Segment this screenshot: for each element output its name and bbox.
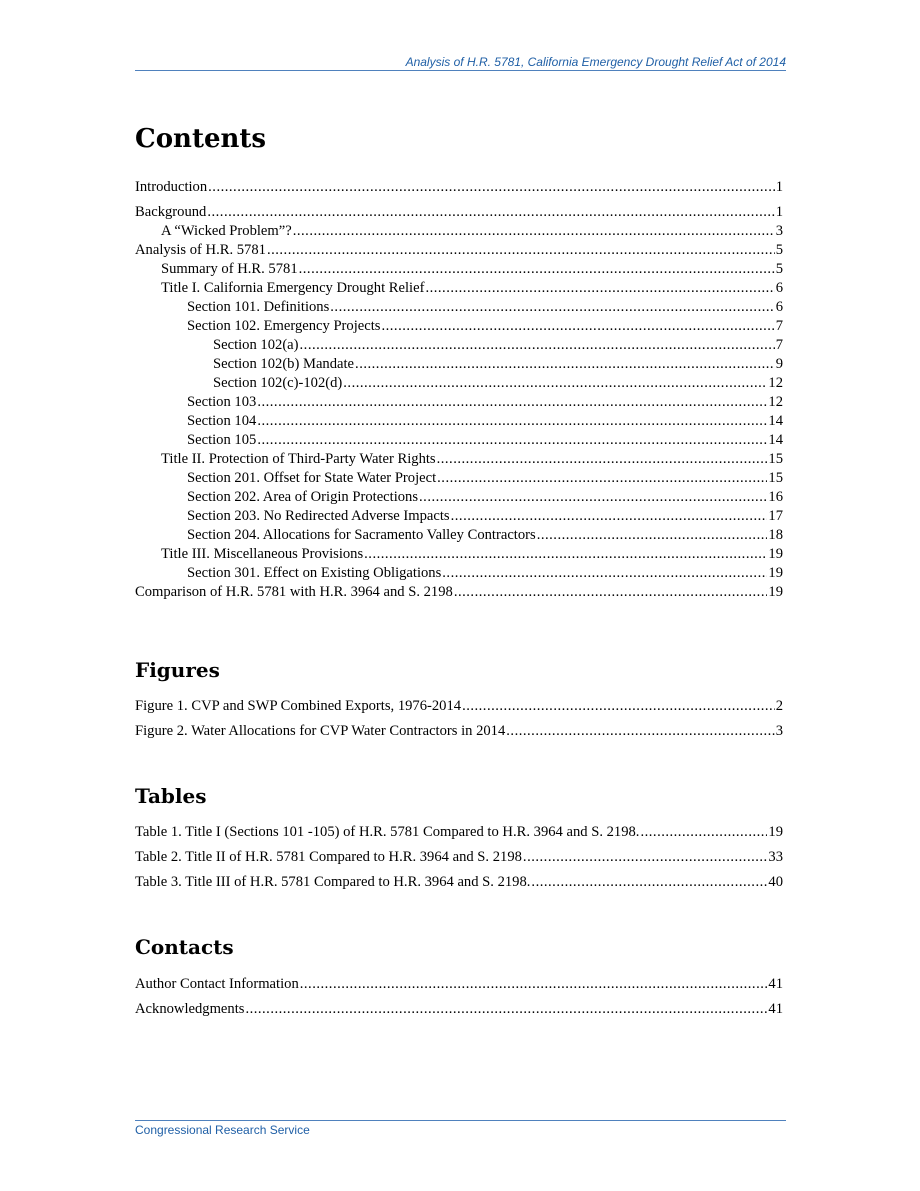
dot-leader bbox=[454, 583, 768, 602]
toc-entry[interactable] bbox=[135, 412, 783, 431]
toc-page-number: 19 bbox=[768, 584, 783, 600]
toc-entry[interactable] bbox=[135, 336, 783, 355]
dot-leader bbox=[257, 412, 767, 431]
toc-entry[interactable] bbox=[135, 203, 783, 222]
contacts-heading: Contacts bbox=[135, 935, 234, 959]
toc-page-number: 1 bbox=[775, 179, 783, 195]
dot-leader bbox=[381, 317, 774, 336]
toc-entry[interactable] bbox=[135, 823, 783, 842]
toc-page-number: 41 bbox=[768, 976, 783, 992]
toc-page-number: 19 bbox=[768, 546, 783, 562]
toc-page-number: 15 bbox=[768, 451, 783, 467]
dot-leader bbox=[343, 374, 767, 393]
contacts-list bbox=[135, 975, 783, 1019]
toc-page-number: 6 bbox=[775, 299, 783, 315]
toc-entry[interactable] bbox=[135, 450, 783, 469]
dot-leader bbox=[245, 1000, 767, 1019]
dot-leader bbox=[330, 298, 774, 317]
toc-entry-label: Section 201. Offset for State Water Project bbox=[187, 470, 437, 486]
toc-entry[interactable] bbox=[135, 317, 783, 336]
running-header: Analysis of H.R. 5781, California Emergency Drought Relief Act of 2014 bbox=[405, 55, 786, 69]
contents-heading: Contents bbox=[135, 124, 267, 154]
dot-leader bbox=[437, 469, 767, 488]
toc-entry-label: Title III. Miscellaneous Provisions bbox=[161, 546, 364, 562]
toc-entry[interactable] bbox=[135, 178, 783, 197]
toc-entry[interactable] bbox=[135, 697, 783, 716]
toc-entry[interactable] bbox=[135, 488, 783, 507]
toc-entry-label: Section 102(a) bbox=[213, 337, 299, 353]
toc-entry-label: Table 3. Title III of H.R. 5781 Compared to H.R. 3964 and S. 2198. bbox=[135, 874, 531, 890]
toc-entry-label: Section 104 bbox=[187, 413, 257, 429]
toc-entry[interactable] bbox=[135, 545, 783, 564]
dot-leader bbox=[425, 279, 774, 298]
toc-entry[interactable] bbox=[135, 564, 783, 583]
toc-entry-label: Author Contact Information bbox=[135, 976, 299, 992]
toc-entry[interactable] bbox=[135, 975, 783, 994]
toc-page-number: 33 bbox=[768, 849, 783, 865]
dot-leader bbox=[419, 488, 767, 507]
toc-page-number: 15 bbox=[768, 470, 783, 486]
toc-entry[interactable] bbox=[135, 873, 783, 892]
toc-page-number: 17 bbox=[768, 508, 783, 524]
toc-page-number: 7 bbox=[775, 318, 783, 334]
toc-entry-label: Table 2. Title II of H.R. 5781 Compared to H.R. 3964 and S. 2198 bbox=[135, 849, 522, 865]
dot-leader bbox=[364, 545, 767, 564]
toc-entry-label: Summary of H.R. 5781 bbox=[161, 261, 298, 277]
toc-entry[interactable] bbox=[135, 355, 783, 374]
toc-entry-label: Comparison of H.R. 5781 with H.R. 3964 and S. 2198 bbox=[135, 584, 453, 600]
toc-entry-label: A “Wicked Problem”? bbox=[161, 223, 292, 239]
toc-entry[interactable] bbox=[135, 583, 783, 602]
dot-leader bbox=[531, 873, 767, 892]
toc-entry-label: Title II. Protection of Third-Party Water Rights bbox=[161, 451, 436, 467]
dot-leader bbox=[300, 975, 768, 994]
toc-entry[interactable] bbox=[135, 431, 783, 450]
dot-leader bbox=[442, 564, 767, 583]
toc-entry[interactable] bbox=[135, 298, 783, 317]
dot-leader bbox=[451, 507, 768, 526]
toc-entry[interactable] bbox=[135, 374, 783, 393]
toc-page-number: 40 bbox=[768, 874, 783, 890]
dot-leader bbox=[506, 722, 774, 741]
toc-entry[interactable] bbox=[135, 222, 783, 241]
dot-leader bbox=[299, 260, 775, 279]
dot-leader bbox=[207, 203, 774, 222]
dot-leader bbox=[462, 697, 775, 716]
toc-page-number: 9 bbox=[775, 356, 783, 372]
toc-page-number: 7 bbox=[775, 337, 783, 353]
dot-leader bbox=[257, 431, 767, 450]
toc-page-number: 18 bbox=[768, 527, 783, 543]
toc-entry-label: Analysis of H.R. 5781 bbox=[135, 242, 266, 258]
footer-rule bbox=[135, 1120, 786, 1121]
toc-page-number: 16 bbox=[768, 489, 783, 505]
toc-page-number: 12 bbox=[768, 394, 783, 410]
toc-entry[interactable] bbox=[135, 469, 783, 488]
footer-organization: Congressional Research Service bbox=[135, 1123, 310, 1137]
dot-leader bbox=[257, 393, 767, 412]
toc-page-number: 3 bbox=[775, 223, 783, 239]
toc-page-number: 3 bbox=[775, 723, 783, 739]
toc-page-number: 5 bbox=[775, 261, 783, 277]
toc-page-number: 12 bbox=[768, 375, 783, 391]
toc-entry[interactable] bbox=[135, 241, 783, 260]
dot-leader bbox=[537, 526, 768, 545]
toc-entry-label: Section 103 bbox=[187, 394, 257, 410]
toc-entry-label: Table 1. Title I (Sections 101 -105) of H.R. 5781 Compared to H.R. 3964 and S. 2198. bbox=[135, 824, 640, 840]
toc-entry-label: Introduction bbox=[135, 179, 208, 195]
dot-leader bbox=[355, 355, 775, 374]
dot-leader bbox=[293, 222, 775, 241]
dot-leader bbox=[437, 450, 768, 469]
toc-page-number: 5 bbox=[775, 242, 783, 258]
toc-entry-label: Section 102(b) Mandate bbox=[213, 356, 355, 372]
toc-entry[interactable] bbox=[135, 1000, 783, 1019]
toc-entry[interactable] bbox=[135, 507, 783, 526]
dot-leader bbox=[300, 336, 775, 355]
contents-list bbox=[135, 178, 783, 602]
toc-entry-label: Section 301. Effect on Existing Obligations bbox=[187, 565, 442, 581]
toc-entry-label: Title I. California Emergency Drought Relief bbox=[161, 280, 425, 296]
toc-page-number: 41 bbox=[768, 1001, 783, 1017]
dot-leader bbox=[523, 848, 767, 867]
dot-leader bbox=[208, 178, 775, 197]
toc-entry-label: Acknowledgments bbox=[135, 1001, 245, 1017]
toc-entry-label: Section 105 bbox=[187, 432, 257, 448]
toc-entry[interactable] bbox=[135, 393, 783, 412]
toc-entry[interactable] bbox=[135, 260, 783, 279]
toc-entry[interactable] bbox=[135, 279, 783, 298]
toc-page-number: 2 bbox=[775, 698, 783, 714]
toc-entry-label: Section 204. Allocations for Sacramento Valley Contractors bbox=[187, 527, 536, 543]
toc-page-number: 6 bbox=[775, 280, 783, 296]
dot-leader bbox=[267, 241, 775, 260]
tables-list bbox=[135, 823, 783, 892]
toc-page-number: 14 bbox=[768, 432, 783, 448]
toc-entry[interactable] bbox=[135, 722, 783, 741]
toc-page-number: 1 bbox=[775, 204, 783, 220]
toc-entry[interactable] bbox=[135, 526, 783, 545]
figures-list bbox=[135, 697, 783, 741]
toc-page-number: 19 bbox=[768, 824, 783, 840]
toc-entry-label: Section 101. Definitions bbox=[187, 299, 330, 315]
header-rule bbox=[135, 70, 786, 71]
toc-entry-label: Figure 1. CVP and SWP Combined Exports, 1976-2014 bbox=[135, 698, 462, 714]
tables-heading: Tables bbox=[135, 784, 207, 808]
toc-page-number: 14 bbox=[768, 413, 783, 429]
toc-entry-label: Background bbox=[135, 204, 207, 220]
figures-heading: Figures bbox=[135, 658, 220, 682]
toc-entry[interactable] bbox=[135, 848, 783, 867]
toc-entry-label: Figure 2. Water Allocations for CVP Water Contractors in 2014 bbox=[135, 723, 506, 739]
toc-entry-label: Section 202. Area of Origin Protections bbox=[187, 489, 419, 505]
toc-entry-label: Section 102(c)-102(d) bbox=[213, 375, 343, 391]
toc-page-number: 19 bbox=[768, 565, 783, 581]
toc-entry-label: Section 203. No Redirected Adverse Impacts bbox=[187, 508, 450, 524]
toc-entry-label: Section 102. Emergency Projects bbox=[187, 318, 381, 334]
dot-leader bbox=[640, 823, 767, 842]
